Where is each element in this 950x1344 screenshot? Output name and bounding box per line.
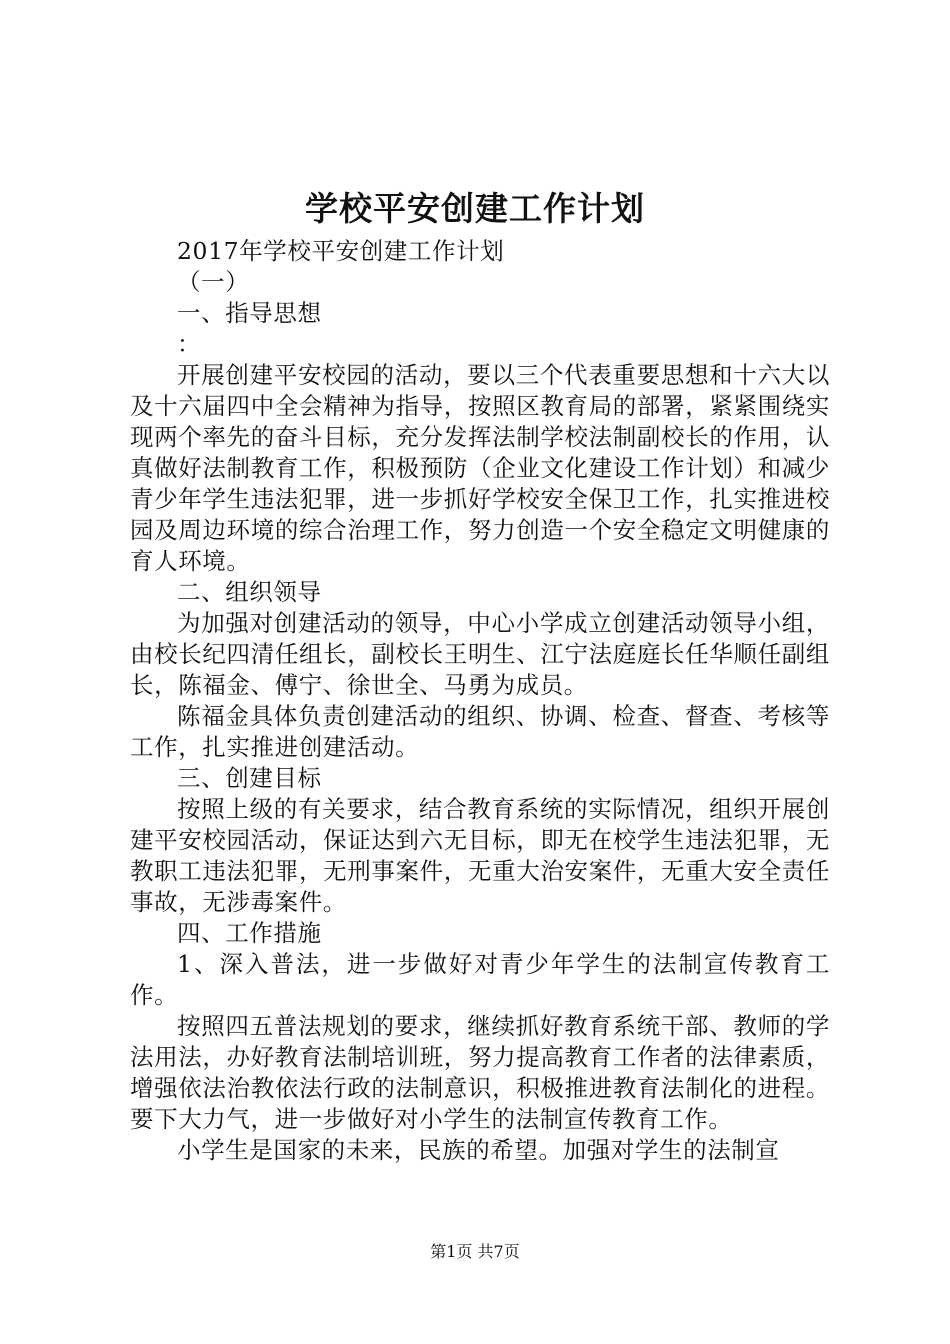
paragraph-students: 小学生是国家的未来，民族的希望。加强对学生的法制宣 xyxy=(177,1136,780,1164)
colon-line: ： xyxy=(177,330,202,358)
paragraph-guiding-ideology: 开展创建平安校园的活动，要以三个代表重要思想和十六大以及十六届四中全会精神为指导，按照区教育局的部署，紧紧围绕实现两个率先的奋斗目标，充分发挥法制学校法制副校长的作用，认真做好法制教育工作，积极预防（企业文化建设工作计划）和减少青少年学生违法犯罪，进一步抓好学校安全保卫工作，扎实推进校园及周边环境的综合治理工作，努力创造一个安全稳定文明健康的育人环境。 xyxy=(130,361,830,575)
heading-goals: 三、创建目标 xyxy=(177,764,322,792)
paragraph-measure-1: 1、深入普法，进一步做好对青少年学生的法制宣传教育工作。 xyxy=(130,950,830,1009)
paragraph-legal-education: 按照四五普法规划的要求，继续抓好教育系统干部、教师的学法用法，办好教育法制培训班，努力提高教育工作者的法律素质，增强依法治教依法行政的法制意识，积极推进教育法制化的进程。要下大力气，进一步做好对小学生的法制宣传教育工作。 xyxy=(130,1012,830,1133)
heading-guiding-ideology: 一、指导思想 xyxy=(177,299,322,327)
paragraph-goals: 按照上级的有关要求，结合教育系统的实际情况，组织开展创建平安校园活动，保证达到六无目标，即无在校学生违法犯罪，无教职工违法犯罪，无刑事案件，无重大治安案件，无重大安全责任事故，无涉毒案件。 xyxy=(130,795,830,916)
heading-organization: 二、组织领导 xyxy=(177,578,322,606)
paragraph-responsibility: 陈福金具体负责创建活动的组织、协调、检查、督查、考核等工作，扎实推进创建活动。 xyxy=(130,702,830,761)
paragraph-organization: 为加强对创建活动的领导，中心小学成立创建活动领导小组，由校长纪四清任组长，副校长王明生、江宁法庭庭长任华顺任副组长，陈福金、傅宁、徐世全、马勇为成员。 xyxy=(130,609,830,699)
heading-measures: 四、工作措施 xyxy=(177,919,322,947)
subtitle-line: 2017年学校平安创建工作计划 xyxy=(177,237,505,265)
document-title: 学校平安创建工作计划 xyxy=(305,189,645,228)
section-number: （一） xyxy=(177,268,250,296)
page-footer: 第1页 共7页 xyxy=(430,1242,520,1261)
document-body xyxy=(130,236,830,1166)
